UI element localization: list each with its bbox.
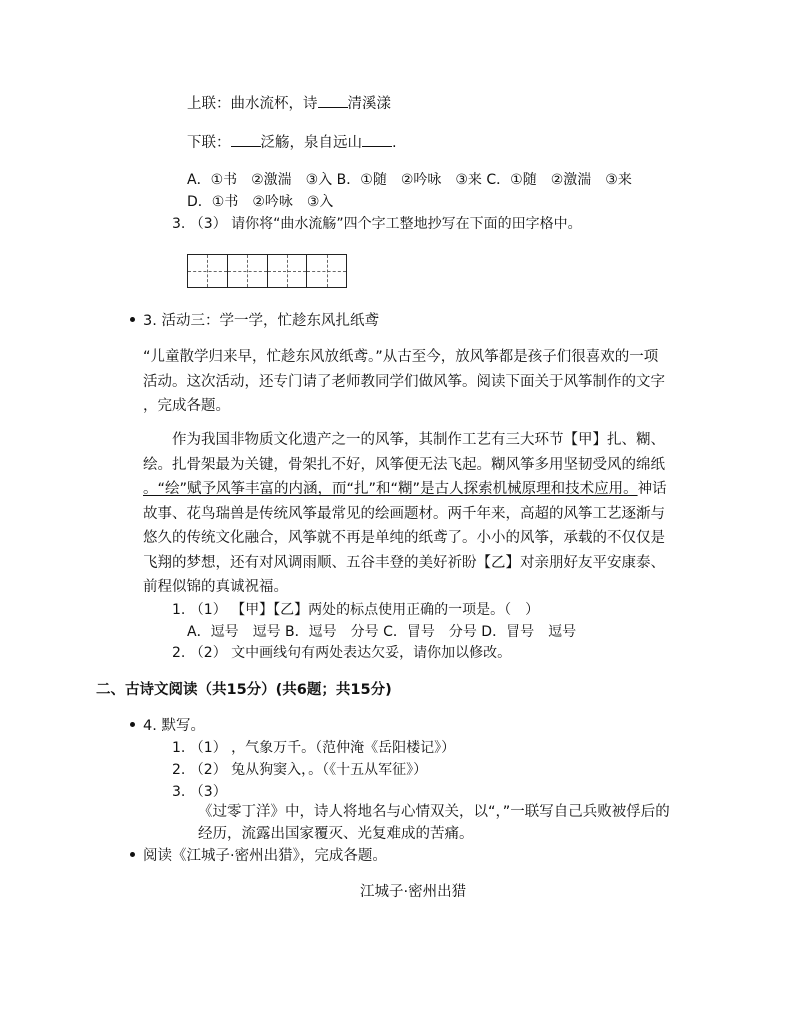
activity3-question-1: 1. （1） 【甲】【乙】两处的标点使用正确的一项是。（ ） bbox=[172, 602, 540, 618]
bullet-icon bbox=[130, 852, 135, 857]
q4-item-2: 2. （2） 兔从狗窦入，。（《十五从军征》） bbox=[172, 762, 428, 778]
grid-cell bbox=[268, 255, 308, 287]
bullet-icon bbox=[130, 722, 135, 727]
activity3-intro bbox=[143, 345, 665, 419]
passage-text: 神话 bbox=[637, 481, 667, 497]
couplet-lower-text-end: . bbox=[392, 135, 397, 151]
passage-line: 绘。扎骨架最为关键，骨架扎不好，风筝便无法飞起。糊风筝多用坚韧受风的绵纸 bbox=[143, 456, 665, 473]
tianzige-grid bbox=[187, 254, 347, 288]
couplet-upper-line bbox=[187, 93, 391, 114]
passage-line: 故事、花鸟瑞兽是传统风筝最常见的绘画题材。两千年来，高超的风筝工艺逐渐与 bbox=[143, 505, 665, 522]
passage-line bbox=[143, 477, 667, 502]
reading-prompt-line bbox=[130, 846, 387, 866]
intro-line: ，完成各题。 bbox=[143, 398, 230, 414]
kite-passage bbox=[143, 428, 667, 600]
passage-line: 前程似锦的真诚祝福。 bbox=[143, 579, 288, 595]
grid-cell bbox=[188, 255, 228, 287]
passage-line: 作为我国非物质文化遗产之一的风筝，其制作工艺有三大环节【甲】扎、糊、 bbox=[143, 432, 665, 448]
passage-line: 悠久的传统文化融合，风筝就不再是单纯的纸鸢了。小小的风筝，承载的不仅仅是 bbox=[143, 530, 665, 546]
question-3-3: 3. （3） 请你将“曲水流觞”四个字工整地抄写在下面的田字格中。 bbox=[172, 216, 582, 232]
grid-cell bbox=[307, 255, 346, 287]
couplet-lower-line bbox=[187, 132, 397, 153]
intro-line: “儿童散学归来早，忙趁东风放纸鸢。”从古至今，放风筝都是孩子们很喜欢的一项 bbox=[143, 349, 659, 365]
activity3-title-line bbox=[130, 311, 379, 331]
couplet-upper-text-end: 清溪漾 bbox=[347, 96, 391, 112]
couplet-lower-text: 下联： bbox=[187, 135, 231, 151]
answer-blank bbox=[318, 93, 348, 108]
activity3-question-2: 2. （2） 文中画线句有两处表达欠妥，请你加以修改。 bbox=[172, 645, 512, 661]
poem-title: 江城子·密州出猎 bbox=[360, 884, 467, 900]
couplet-upper-text: 上联：曲水流杯，诗 bbox=[187, 96, 318, 112]
q2-options-line2: D．①书 ②吟咏 ③入 bbox=[187, 194, 334, 210]
reading-prompt: 阅读《江城子·密州出猎》，完成各题。 bbox=[143, 848, 387, 864]
couplet-lower-text-mid: 泛觞，泉自远山 bbox=[260, 135, 362, 151]
q4-item-1: 1. （1） ，气象万千。（范仲淹《岳阳楼记》） bbox=[172, 740, 456, 756]
intro-line: 活动。这次活动，还专门请了老师教同学们做风筝。阅读下面关于风筝制作的文字 bbox=[143, 373, 665, 390]
q2-options-line1: A．①书 ②激湍 ③入 B．①随 ②吟咏 ③来 C．①随 ②激湍 ③来 bbox=[187, 172, 632, 188]
section-heading: 二、古诗文阅读（共15分）(共6题；共15分) bbox=[96, 682, 392, 698]
answer-blank bbox=[362, 132, 392, 147]
underlined-sentence: 。“绘”赋予风筝丰富的内涵，而“扎”和“糊”是古人探索机械原理和技术应用。 bbox=[143, 481, 638, 497]
q4-title: 4. 默写。 bbox=[143, 718, 205, 734]
activity3-q1-options: A．逗号 逗号 B．逗号 分号 C．冒号 分号 D．冒号 逗号 bbox=[187, 624, 577, 640]
grid-cell bbox=[228, 255, 268, 287]
activity3-title: 3. 活动三：学一学，忙趁东风扎纸鸢 bbox=[143, 313, 379, 329]
q4-title-line bbox=[130, 716, 205, 736]
answer-blank bbox=[231, 132, 261, 147]
q4-item-3-text-line1: 《过零丁洋》中，诗人将地名与心情双关，以“，”一联写自己兵败被俘后的 bbox=[198, 804, 670, 820]
q4-item-3-text-line2: 经历，流露出国家覆灭、光复难成的苦痛。 bbox=[198, 826, 474, 842]
passage-line: 飞翔的梦想，还有对风调雨顺、五谷丰登的美好祈盼【乙】对亲朋好友平安康泰、 bbox=[143, 554, 665, 571]
bullet-icon bbox=[130, 317, 135, 322]
q4-item-3: 3. （3） bbox=[172, 784, 227, 800]
